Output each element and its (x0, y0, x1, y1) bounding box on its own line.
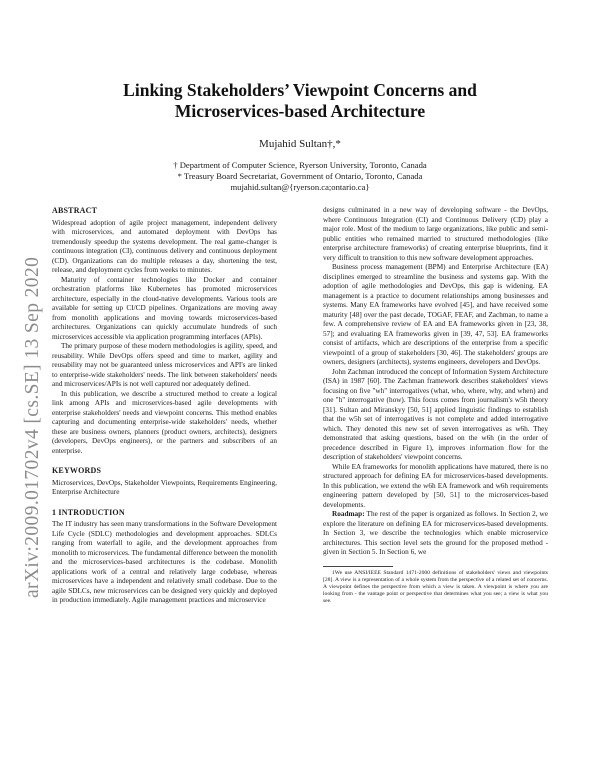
abstract-paragraph: Widespread adoption of agile project management, independent delivery with microservices, and automated deployment with DevOps has tremendously speedup the systems development. The real game-changer is continuous integration (CI), continuous delivery and continuous deployment (CD). Organizations can do multiple releases a day, shortening the test, release, and deployment cycles from weeks to minutes. (52, 218, 277, 274)
keywords-heading: KEYWORDS (52, 466, 102, 475)
body-paragraph: While EA frameworks for monolith applications have matured, there is no structured approach for defining EA for microservices-based developments. In this publication, we extend the w6h EA framework and w6h requirements engineering pattern developed by [50, 51] to the microservices-based developments. (323, 462, 548, 509)
title-line-2: Microservices-based Architecture (174, 101, 426, 121)
affiliation-ontario: * Treasury Board Secretariat, Government of Ontario, Toronto, Canada (177, 170, 423, 181)
abstract-paragraph: Maturity of container technologies like Docker and container orchestration platforms like Kubernetes has promoted microservices architecture, especially in the cloud-native developments. Various tools are available for setting up CI/CD pipelines. Organizations are moving away from monolith applications and moving towards microservices-based architectures. Organizations can quickly accumulate hundreds of such microservices accessible via application programming interfaces (APIs). (52, 275, 277, 341)
roadmap-text: The rest of the paper is organized as follows. In Section 2, we explore the literature on defining EA for microservices-based developments. In Section 3, we describe the technologies which enable microservice architectures. This section level sets the ground for the proposed method - given in Section 5. In Section 6, we (323, 510, 548, 556)
left-column (52, 206, 277, 606)
abstract-paragraph: The primary purpose of these modern methodologies is agility, speed, and reusability. While DevOps offers speed and time to market, agility and reusability may not be guaranteed unless microservices and API's are linked to enterprise-wide stakeholders' needs. The link between stakeholders' needs and microservices/APIs is not well captured nor adequately defined. (52, 342, 277, 388)
body-paragraph: designs culminated in a new way of developing software - the DevOps, where Continuous Integration (CI) and Continuous Delivery (CD) play a major role. Most of the medium to large organizations, like public and semi-public entities who remained married to structured methodologies (like enterprise architecture frameworks) of creating enterprise blueprints, find it very difficult to transition to this new software development approaches. (323, 206, 548, 262)
introduction-heading: 1 INTRODUCTION (52, 507, 125, 517)
abstract-heading: ABSTRACT (52, 206, 98, 215)
roadmap-label: Roadmap: (332, 510, 365, 518)
affiliation-ryerson: † Department of Computer Science, Ryerson University, Toronto, Canada (173, 160, 427, 170)
title-line-1: Linking Stakeholders’ Viewpoint Concerns and (123, 80, 477, 100)
footnote: 1We use ANSI/IEEE Standard 1471-2000 definitions of stakeholders' views and viewpoints [28]. A view is a representation of a whole system from the perspective of a related set of concerns. A viewpoint defines the perspective from which a view is taken. A viewpoint is where you are looking from - the vantage point or perspective that determines what you see; a view is what you see. (323, 569, 548, 604)
footnote-divider (323, 566, 393, 567)
arxiv-identifier-stamp: arXiv:2009.01702v4 [cs.SE] 13 Sep 2020 (22, 256, 43, 598)
paper-title (60, 80, 540, 122)
body-paragraph: Business process management (BPM) and Enterprise Architecture (EA) disciplines emerged to streamline the business and systems gap. With the adoption of agile methodologies and DevOps, this gap is widening. EA management is a practice to document relationships among businesses and systems. Many EA frameworks have evolved [45], and have received some maturity [48] over the past decade, TOGAF, FEAF, and Zachman, to name a few. A comprehensive review of EA and EA frameworks given in [23, 38, 57]; and evaluating EA frameworks given in [39, 47, 53]. EA frameworks consist of artifacts, which are descriptions of the enterprise from a specific viewpoint1 of a group of stakeholders [30, 46]. The stakeholders' groups are owners, designers (architects), systems engineers, developers and DevOps. (323, 263, 548, 366)
abstract-paragraph: In this publication, we describe a structured method to create a logical link among APIs and microservices-based agile developments with enterprise stakeholders' needs and viewpoint concerns. This method enables capturing and documenting enterprise-wide stakeholders' needs, whether these are business owners, planners (product owners, architects), designers (developers, DevOps engineers), or the partners and subscribers of an enterprise. (52, 389, 277, 455)
introduction-paragraph: The IT industry has seen many transformations in the Software Development Life Cycle (SDLC) methodologies and development approaches. SDLCs ranging from waterfall to agile, and the development approaches from monolith to microservices. The fundamental difference between the monolith and the microservices-based architectures is the codebase. Monolith applications work of a central and relatively large codebase, whereas microservices have a independent and relatively small codebase. Due to the agile SDLCs, new microservices can be designed very quickly and deployed in production immediately. Agile management practices and microservice (52, 520, 277, 604)
body-paragraph: John Zachman introduced the concept of Information System Architecture (ISA) in 1987 [60]. The Zachman framework describes stakeholders' views focusing on five "wh" interrogatives (what, who, where, why, and when) and one "h" interrogative (how). This focus comes from journalism's w5h theory [31]. Sultan and Miranskyy [50, 51] applied linguistic findings to establish that the w5h set of interrogatives is not complete and added interrogative which. They denoted this new set of seven interrogatives as w6h. They demonstrated that asking questions, based on the w6h (in the order of precedence described in Figure 1), improves information flow for the description of stakeholders' viewpoint concerns. (323, 367, 548, 461)
author-email: mujahid.sultan@{ryerson.ca;ontario.ca} (230, 181, 370, 192)
affiliations (60, 160, 540, 192)
roadmap-paragraph (323, 510, 548, 558)
author-name: Mujahid Sultan†,* (259, 138, 341, 150)
right-column (323, 206, 548, 605)
keywords-text: Microservices, DevOps, Stakeholder Viewpoints, Requirements Engineering, Enterprise Architecture (52, 478, 277, 496)
